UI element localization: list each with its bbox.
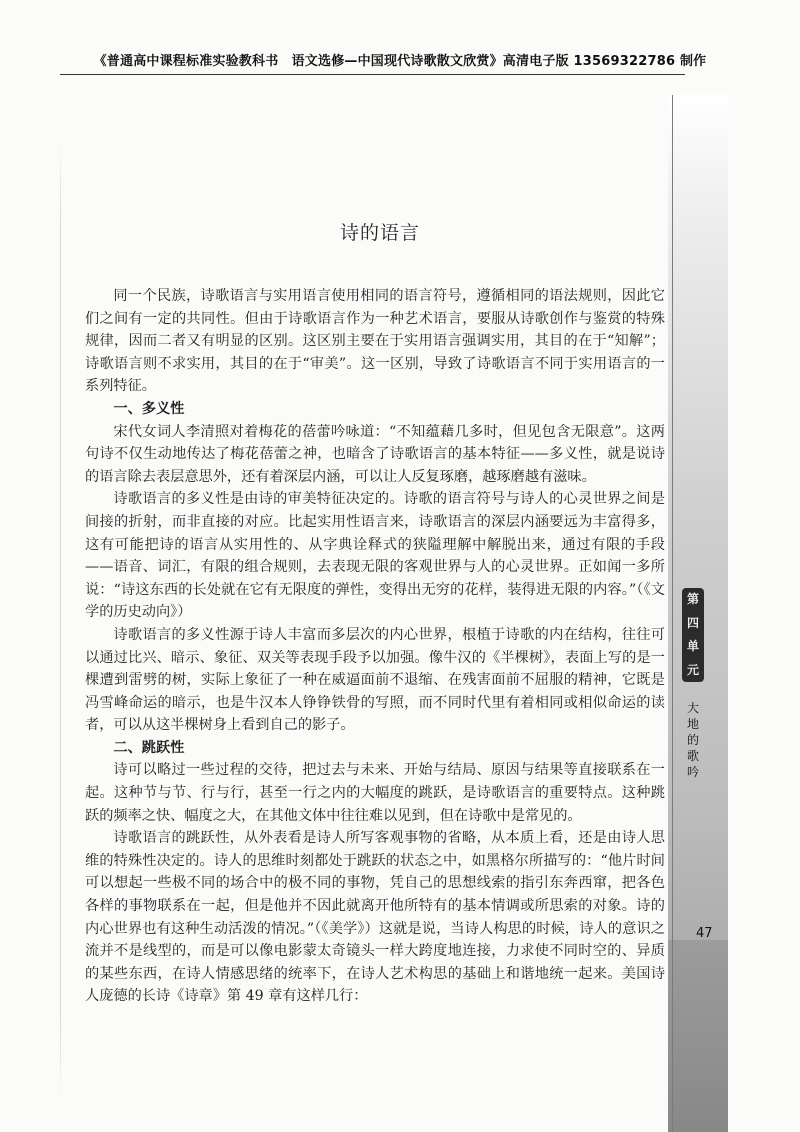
section-heading: 一、多义性 — [113, 400, 185, 417]
article-body — [85, 285, 665, 1008]
side-strip-bottom — [668, 940, 728, 1132]
unit-char: 单 — [686, 639, 699, 654]
unit-title-char: 吟 — [686, 765, 699, 779]
page-number: 47 — [696, 926, 713, 941]
section-heading: 二、跳跃性 — [113, 739, 185, 756]
unit-char: 四 — [686, 615, 699, 630]
unit-title-char: 的 — [686, 733, 699, 747]
unit-badge — [682, 588, 704, 682]
paragraph: 诗可以略过一些过程的交待，把过去与未来、开始与结局、原因与结果等直接联系在一起。这种节与节、行与行，甚至一行之内的大幅度的跳跃，是诗歌语言的重要特点。这种跳跃的频率之快、幅度之大，在其他文体中往往难以见到，但在诗歌中是常见的。 — [85, 762, 665, 824]
article-title: 诗的语言 — [339, 222, 420, 244]
unit-title-char: 大 — [686, 701, 699, 715]
page-edge-shadow — [60, 130, 61, 1110]
unit-title-char: 地 — [686, 717, 699, 731]
paragraph: 诗歌语言的多义性是由诗的审美特征决定的。诗歌的语言符号与诗人的心灵世界之间是间接的折射，而非直接的对应。比起实用性语言来，诗歌语言的深层内涵要远为丰富得多，这有可能把诗的语言从实用性的、从字典诠释式的狭隘理解中解脱出来，通过有限的手段——语音、词汇，有限的组合规则，去表现无限的客观世界与人的心灵世界。正如闻一多所说：“诗这东西的长处就在它有无限度的弹性，变得出无穷的花样，装得进无限的内容。”（《文学的历史动向》） — [85, 491, 665, 621]
paragraph: 宋代女词人李清照对着梅花的蓓蕾吟咏道：“不知蕴藉几多时，但见包含无限意”。这两句诗不仅生动地传达了梅花蓓蕾之神，也暗含了诗歌语言的基本特征——多义性，就是说诗的语言除去表层意思外，还有着深层内涵，可以让人反复琢磨，越琢磨越有滋味。 — [85, 423, 665, 485]
unit-title — [684, 700, 702, 780]
page-header: 《普通高中课程标准实验教科书 语文选修—中国现代诗歌散文欣赏》高清电子版 13569322786 制作 — [93, 54, 707, 69]
unit-char: 第 — [686, 592, 699, 607]
header-rule — [60, 74, 685, 75]
paragraph: 诗歌语言的跳跃性，从外表看是诗人所写客观事物的省略，从本质上看，还是由诗人思维的特殊性决定的。诗人的思维时刻都处于跳跃的状态之中，如黑格尔所描写的：“他片时间可以想起一些极不同的场合中的极不同的事物，凭自己的思想线索的指引东奔西窜，把各色各样的事物联系在一起，但是他并不因此就离开他所特有的基本情调或所思索的对象。诗的内心世界也有这种生动活泼的情况。”（《美学》）这就是说，当诗人构思的时候，诗人的意识之流并不是线型的，而是可以像电影蒙太奇镜头一样大跨度地连接，力求使不同时空的、异质的某些东西，在诗人情感思绪的统率下，在诗人艺术构思的基础上和谐地统一起来。美国诗人庞德的长诗《诗章》第 49 章有这样几行： — [85, 830, 665, 1005]
unit-title-char: 歌 — [686, 749, 699, 763]
paragraph: 同一个民族，诗歌语言与实用语言使用相同的语言符号，遵循相同的语法规则，因此它们之间有一定的共同性。但由于诗歌语言作为一种艺术语言，要服从诗歌创作与鉴赏的特殊规律，因而二者又有明显的区别。这区别主要在于实用语言强调实用，其目的在于“知解”；诗歌语言则不求实用，其目的在于“审美”。这一区别，导致了诗歌语言不同于实用语言的一系列特征。 — [85, 288, 665, 395]
side-strip-border — [672, 95, 673, 1132]
paragraph: 诗歌语言的多义性源于诗人丰富而多层次的内心世界，根植于诗歌的内在结构，往往可以通过比兴、暗示、象征、双关等表现手段予以加强。像牛汉的《半棵树》，表面上写的是一棵遭到雷劈的树，实际上象征了一种在威逼面前不退缩、在残害面前不屈服的精神，它既是冯雪峰命运的暗示，也是牛汉本人铮铮铁骨的写照，而不同时代里有着相同或相似命运的读者，可以从这半棵树身上看到自己的影子。 — [85, 626, 665, 734]
unit-char: 元 — [686, 662, 699, 677]
